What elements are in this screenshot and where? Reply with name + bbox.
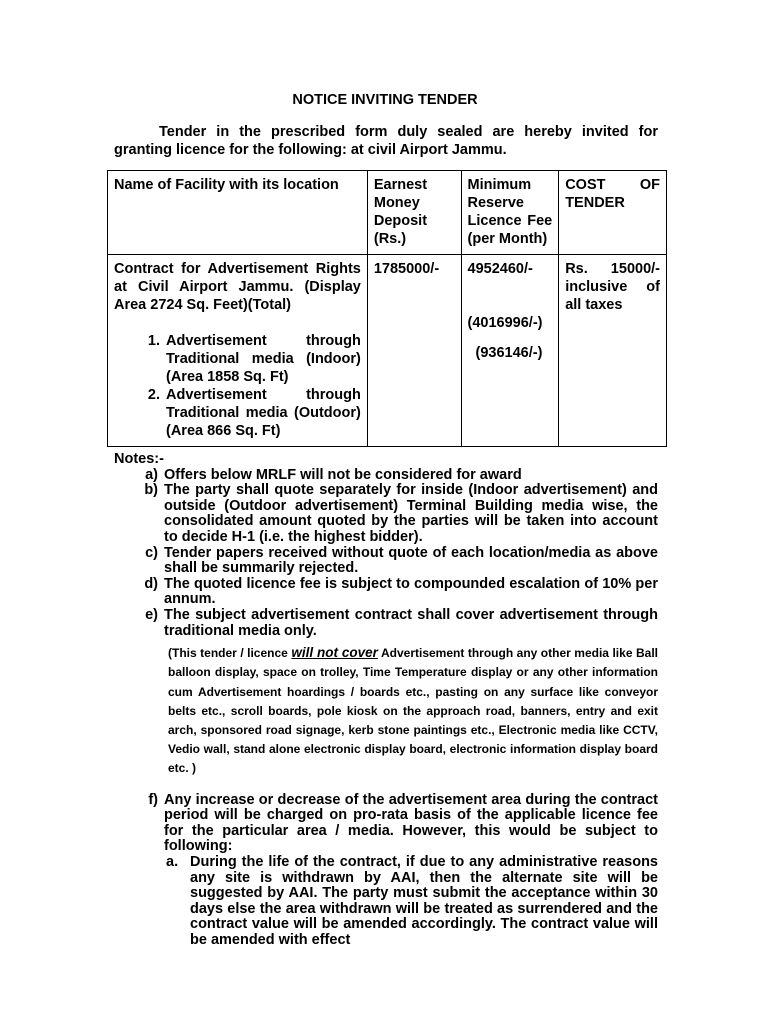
- mrlf-total: 4952460/-: [467, 261, 533, 277]
- cell-facility: [108, 255, 368, 447]
- note-item: [114, 468, 658, 484]
- note-label: b): [144, 482, 158, 499]
- note-item: [114, 608, 658, 639]
- note-label: a): [145, 466, 158, 483]
- intro-paragraph: Tender in the prescribed form duly sealed are hereby invited for granting licence for the following: at civil Airport Jammu.: [114, 124, 658, 158]
- note-item: [114, 546, 658, 577]
- sub-item-text: Advertisement through Traditional media (Indoor) (Area 1858 Sq. Ft): [166, 333, 361, 385]
- exclusion-emphasis: will not cover: [291, 645, 378, 661]
- sub-item-indoor: [114, 332, 361, 386]
- notes-section: [114, 452, 658, 948]
- mrlf-indoor: (4016996/-): [467, 315, 543, 331]
- notes-heading: Notes:-: [114, 451, 164, 467]
- note-text: Any increase or decrease of the advertisement area during the contract period will be charged on pro-rata basis of the applicable licence fee for the particular area / media. However, this would be subject to following:: [164, 791, 658, 855]
- sub-note-item: [158, 855, 658, 949]
- note-item: [114, 577, 658, 608]
- note-label: d): [144, 575, 158, 592]
- note-text: Offers below MRLF will not be considered for award: [164, 466, 522, 483]
- header-facility: Name of Facility with its location: [108, 171, 368, 255]
- sub-note-text: During the life of the contract, if due to any administrative reasons any site is withdrawn by AAI, then the alternate site will be suggested by AAI. The party must submit the acceptance within 30 days else the area withdrawn will be treated as surrendered and the contract value will be amended accordingly. The contract value will be amended with effect: [190, 853, 658, 948]
- note-item: [114, 483, 658, 545]
- cell-cost: Rs. 15000/- inclusive of all taxes: [559, 255, 667, 447]
- note-text: The quoted licence fee is subject to compounded escalation of 10% per annum.: [164, 575, 658, 608]
- table-row: [108, 255, 667, 447]
- note-label: e): [145, 606, 158, 623]
- sub-note-label: a.: [166, 853, 179, 870]
- note-text: The subject advertisement contract shall cover advertisement through traditional media only.: [164, 606, 658, 639]
- header-emd: Earnest Money Deposit (Rs.): [367, 171, 461, 255]
- exclusion-prefix: (This tender / licence: [168, 646, 288, 661]
- sub-item-text: Advertisement through Traditional media (Outdoor) (Area 866 Sq. Ft): [166, 387, 361, 439]
- note-label: f): [148, 791, 158, 808]
- mrlf-outdoor: (936146/-): [475, 345, 543, 361]
- exclusion-note: [168, 643, 658, 778]
- sub-item-number: 1.: [147, 333, 160, 349]
- cell-emd: 1785000/-: [367, 255, 461, 447]
- header-mrlf: Minimum Reserve Licence Fee (per Month): [461, 171, 559, 255]
- note-item: [114, 793, 658, 855]
- page-title: NOTICE INVITING TENDER: [292, 92, 478, 108]
- note-label: c): [145, 544, 158, 561]
- header-cost: COST OF TENDER: [559, 171, 667, 255]
- sub-item-number: 2.: [147, 387, 160, 403]
- note-text: Tender papers received without quote of each location/media as above shall be summarily rejected.: [164, 544, 658, 577]
- note-text: The party shall quote separately for inside (Indoor advertisement) and outside (Outdoor advertisement) Terminal Building media wise, the consolidated amount quoted by the parties will be taken into account to decide H-1 (i.e. the highest bidder).: [164, 482, 658, 545]
- sub-item-outdoor: [114, 386, 361, 440]
- cell-mrlf: [461, 255, 559, 447]
- exclusion-text: Advertisement through any other media like Ball balloon display, space on trolley, Time Temperature display or any other information cum Advertisement hoardings / boards etc., pasting on any surface like conveyor belts etc., scroll boards, pole kiosk on the approach road, banners, entry and exit arch, sponsored road signage, kerb stone paintings etc., Electronic media like CCTV, Vedio wall, stand alone electronic display board, electronic information display board etc. ): [168, 646, 658, 776]
- table-header-row: [108, 171, 667, 255]
- tender-table: [107, 170, 667, 447]
- facility-description: Contract for Advertisement Rights at Civil Airport Jammu. (Display Area 2724 Sq. Feet)(Total): [114, 261, 361, 313]
